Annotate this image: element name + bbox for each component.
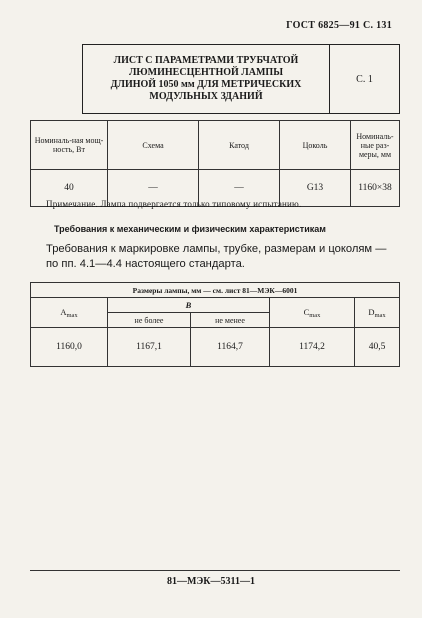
sheet-title-line: ДЛИНОЙ 1050 мм ДЛЯ МЕТРИЧЕСКИХ: [110, 79, 302, 90]
section-title: Требования к механическим и физическим характеристикам: [54, 224, 326, 234]
cell-b-min: 1164,7: [191, 328, 270, 367]
header-cathode: Катод: [199, 121, 280, 170]
requirements-paragraph: Требования к маркировке лампы, трубке, размерам и цоколям — по пп. 4.1—4.4 настоящего стандарта.: [46, 243, 387, 270]
header-power: Номиналь-ная мощ-ность, Вт: [31, 121, 108, 170]
header-b: B: [108, 298, 270, 313]
cell-b-max: 1167,1: [108, 328, 191, 367]
table-header-row: [31, 298, 400, 313]
cell-a-max: 1160,0: [31, 328, 108, 367]
page-header: ГОСТ 6825—91 С. 131: [286, 20, 392, 31]
table-caption-row: [31, 283, 400, 298]
sheet-title-line: МОДУЛЬНЫХ ЗДАНИЙ: [149, 91, 263, 102]
header-c-max: $C_{max}$: [270, 298, 355, 328]
sheet-title-line: ЛИСТ С ПАРАМЕТРАМИ ТРУБЧАТОЙ: [113, 55, 299, 66]
sheet-title: [83, 45, 330, 113]
cell-base: G13: [280, 170, 351, 207]
table-header-row: [31, 121, 400, 170]
table-caption: Размеры лампы, мм — см. лист 81—МЭК—6001: [31, 283, 400, 298]
cell-cathode: —: [199, 170, 280, 207]
cell-c-max: 1174,2: [270, 328, 355, 367]
sheet-number: С. 1: [356, 73, 373, 85]
header-base: Цоколь: [280, 121, 351, 170]
header-d-max: $D_{max}$: [355, 298, 400, 328]
footer-divider: [30, 570, 400, 571]
dimensions-table: [30, 282, 400, 367]
cell-scheme: —: [108, 170, 199, 207]
header-scheme: Схема: [108, 121, 199, 170]
cell-dimensions: 1160×38: [351, 170, 400, 207]
header-a-max: $A_{max}$: [31, 298, 108, 328]
sheet-title-line: ЛЮМИНЕСЦЕНТНОЙ ЛАМПЫ: [128, 67, 284, 78]
cell-power: 40: [31, 170, 108, 207]
note-text: Примечание. Лампа подвергается только типовому испытанию.: [46, 199, 302, 209]
header-b-max: не более: [108, 313, 191, 328]
header-dimensions: Номиналь-ные раз-меры, мм: [351, 121, 400, 170]
sheet-title-box: [82, 44, 400, 114]
header-b-min: не менее: [191, 313, 270, 328]
table-row: [31, 328, 400, 367]
page-footer: 81—МЭК—5311—1: [167, 576, 255, 587]
cell-d-max: 40,5: [355, 328, 400, 367]
parameters-table: [30, 120, 400, 207]
